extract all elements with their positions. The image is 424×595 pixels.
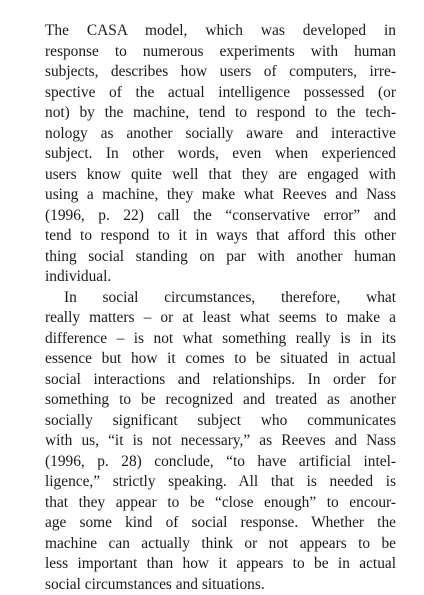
text-line: difference – is not what something really is in its [45,329,396,347]
text-line: using a machine, they make what Reeves and Nass [45,186,396,203]
text-line: really matters – or at least what seems to make a [45,309,396,326]
text-page [45,21,396,595]
text-line: ligence,” strictly speaking. All that is needed is [45,473,396,490]
paragraph-social-circumstances [45,288,396,595]
text-line: social circumstances and situations. [45,575,265,593]
text-line: socially significant subject who communicates [45,411,396,429]
text-line: that they appear to be “close enough” to encour- [45,493,396,511]
text-line: In social circumstances, therefore, what [64,288,396,306]
text-line: nology as another socially aware and interactive [45,124,396,142]
text-line: subjects, describes how users of computers, irre- [45,63,396,80]
text-line: The CASA model, which was developed in [45,22,396,39]
text-line: social interactions and relationships. In order for [45,370,396,388]
text-line: (1996, p. 22) call the “conservative error” and [45,206,396,224]
text-line: (1996, p. 28) conclude, “to have artificial intel- [45,452,396,470]
text-line: spective of the actual intelligence possessed (or [45,83,396,101]
text-line: tend to respond to it in ways that afford this other [45,227,396,244]
text-line: users know quite well that they are engaged with [45,165,396,183]
text-line: individual. [45,268,112,285]
text-line: something to be recognized and treated as another [45,391,396,408]
text-line: with us, “it is not necessary,” as Reeves and Nass [45,432,396,449]
paragraph-casa-model [45,21,396,288]
text-line: subject. In other words, even when experienced [45,145,396,162]
text-line: essence but how it comes to be situated in actual [45,350,396,367]
text-line: not) by the machine, tend to respond to the tech- [45,104,396,121]
text-line: response to numerous experiments with human [45,42,396,60]
text-line: less important than how it appears to be in actual [45,555,396,572]
text-line: age some kind of social response. Whether the [45,514,396,531]
text-line: thing social standing on par with another human [45,247,396,265]
text-line: machine can actually think or not appears to be [45,534,396,552]
